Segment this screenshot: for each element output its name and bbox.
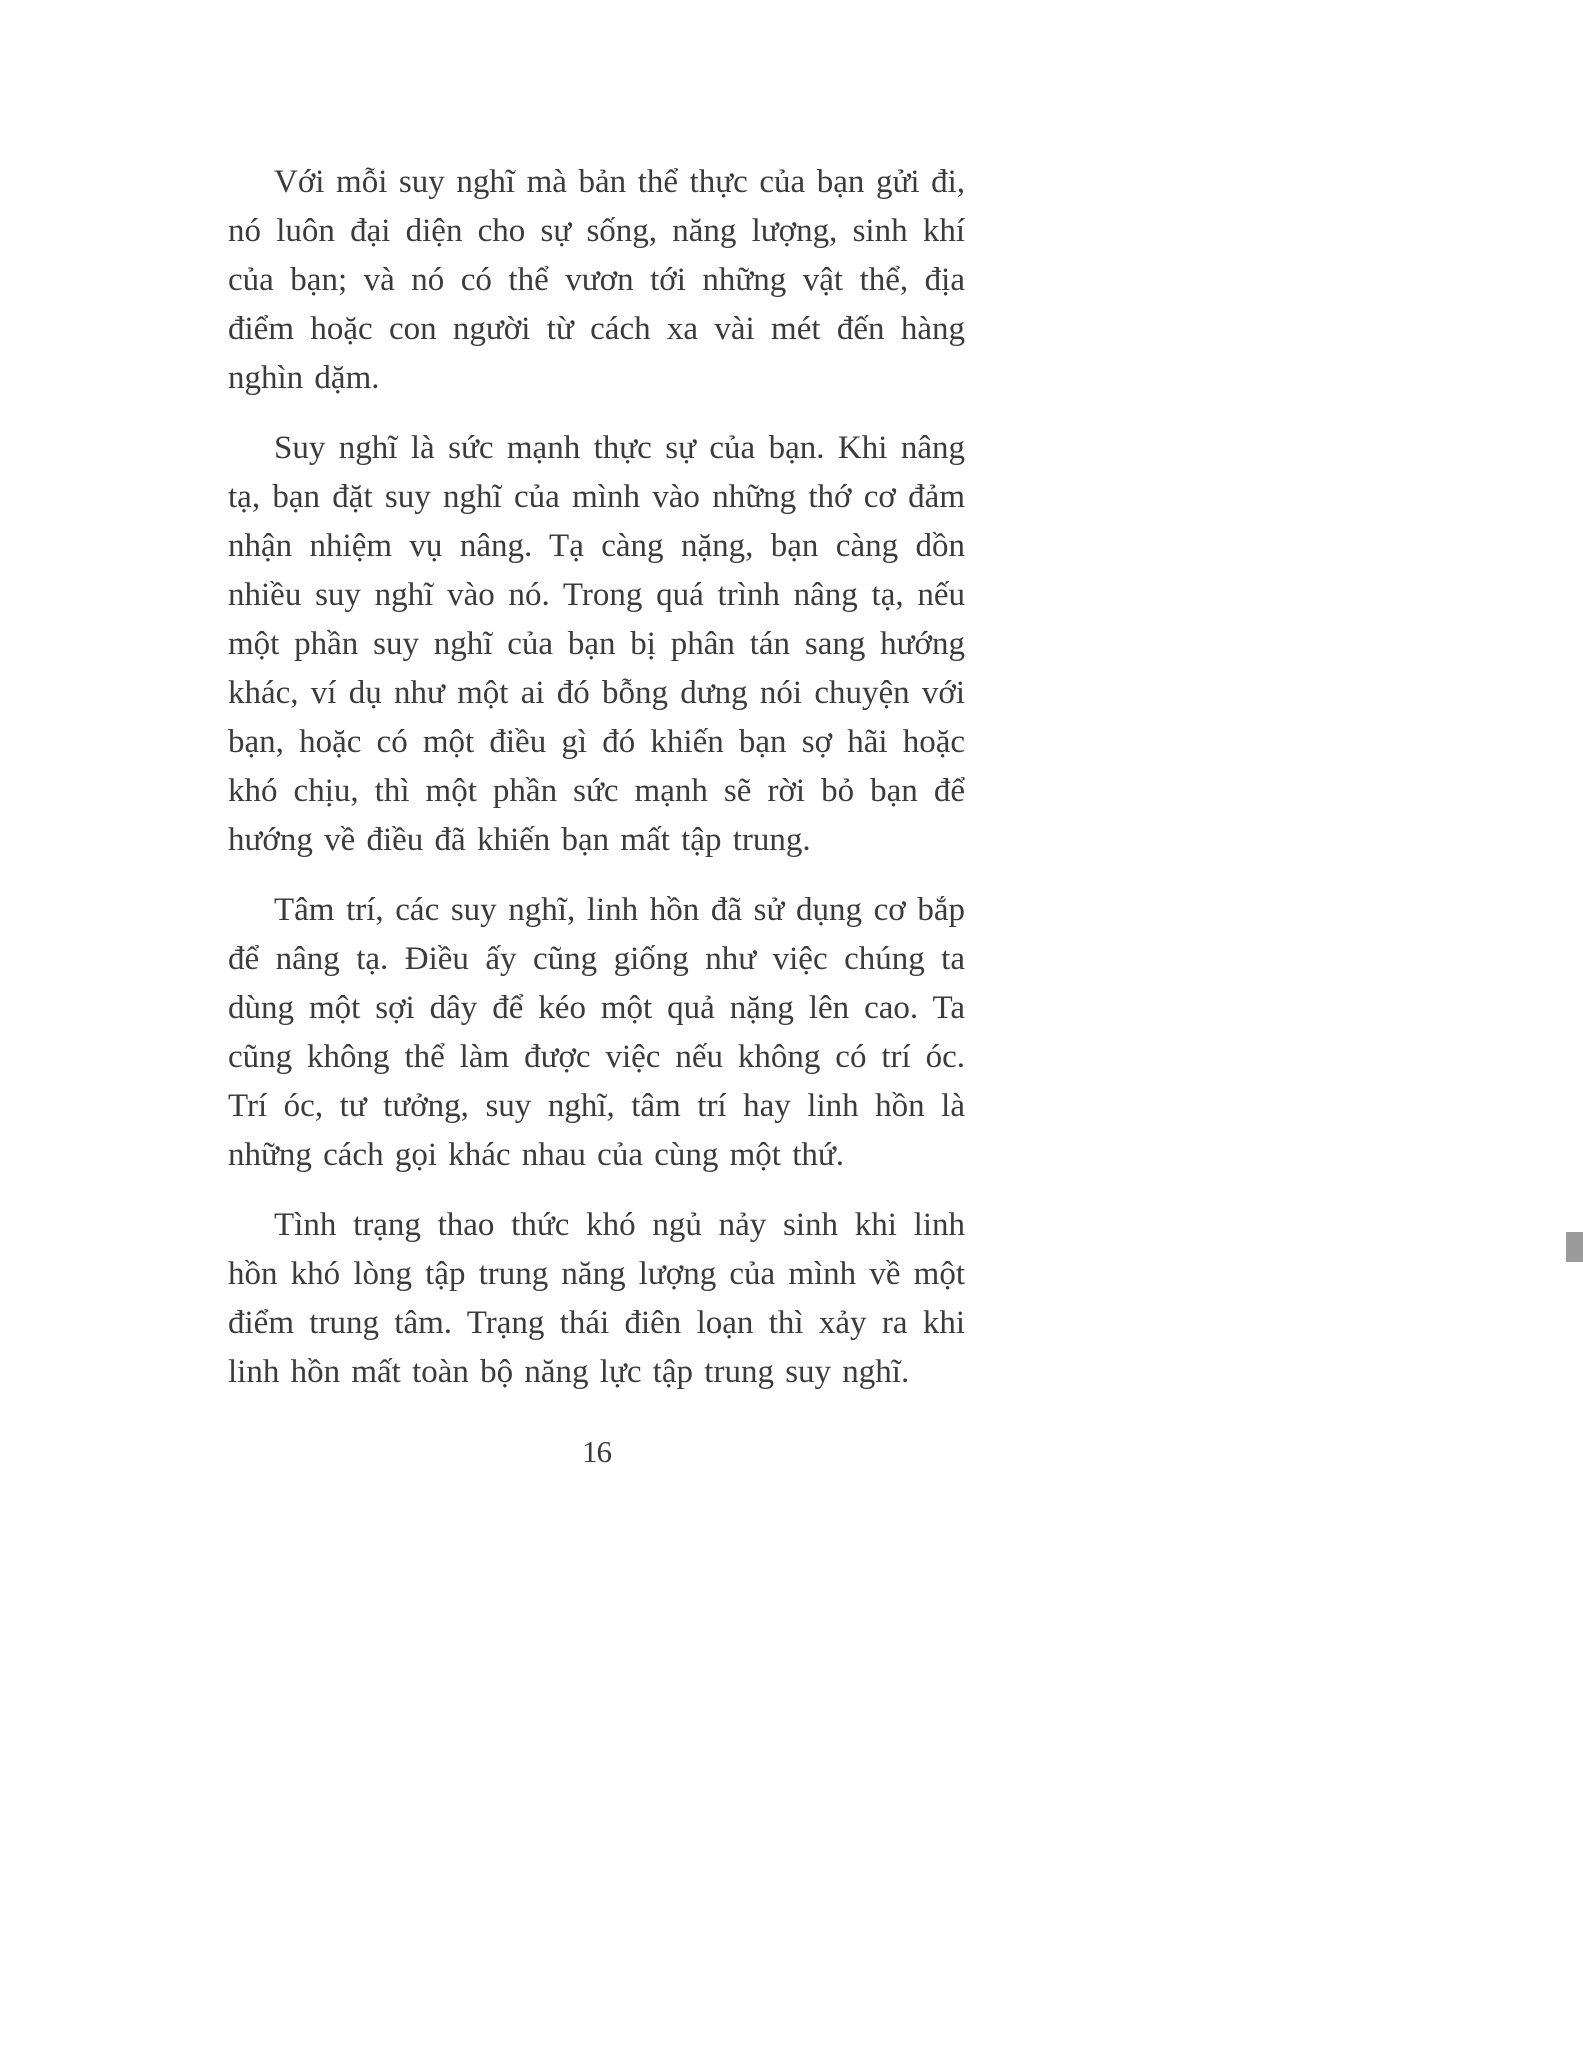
paragraph: Với mỗi suy nghĩ mà bản thể thực của bạn gửi đi, nó luôn đại diện cho sự sống, năng lượng, sinh khí của bạn; và nó có thể vươn tới những vật thể, địa điểm hoặc con người từ cách xa vài mét đến hàng nghìn dặm. [228, 164, 965, 396]
text-block [228, 158, 965, 1418]
scrollbar-thumb[interactable] [1566, 1232, 1583, 1262]
paragraph: Tâm trí, các suy nghĩ, linh hồn đã sử dụng cơ bắp để nâng tạ. Điều ấy cũng giống như việc chúng ta dùng một sợi dây để kéo một quả nặng lên cao. Ta cũng không thể làm được việc nếu không có trí óc. Trí óc, tư tưởng, suy nghĩ, tâm trí hay linh hồn là những cách gọi khác nhau của cùng một thứ. [228, 892, 965, 1173]
paragraph: Tình trạng thao thức khó ngủ nảy sinh khi linh hồn khó lòng tập trung năng lượng của mình về một điểm trung tâm. Trạng thái điên loạn thì xảy ra khi linh hồn mất toàn bộ năng lực tập trung suy nghĩ. [228, 1207, 965, 1390]
page-number: 16 [582, 1434, 611, 1469]
paragraph: Suy nghĩ là sức mạnh thực sự của bạn. Khi nâng tạ, bạn đặt suy nghĩ của mình vào những thớ cơ đảm nhận nhiệm vụ nâng. Tạ càng nặng, bạn càng dồn nhiều suy nghĩ vào nó. Trong quá trình nâng tạ, nếu một phần suy nghĩ của bạn bị phân tán sang hướng khác, ví dụ như một ai đó bỗng dưng nói chuyện với bạn, hoặc có một điều gì đó khiến bạn sợ hãi hoặc khó chịu, thì một phần sức mạnh sẽ rời bỏ bạn để hướng về điều đã khiến bạn mất tập trung. [228, 430, 965, 858]
